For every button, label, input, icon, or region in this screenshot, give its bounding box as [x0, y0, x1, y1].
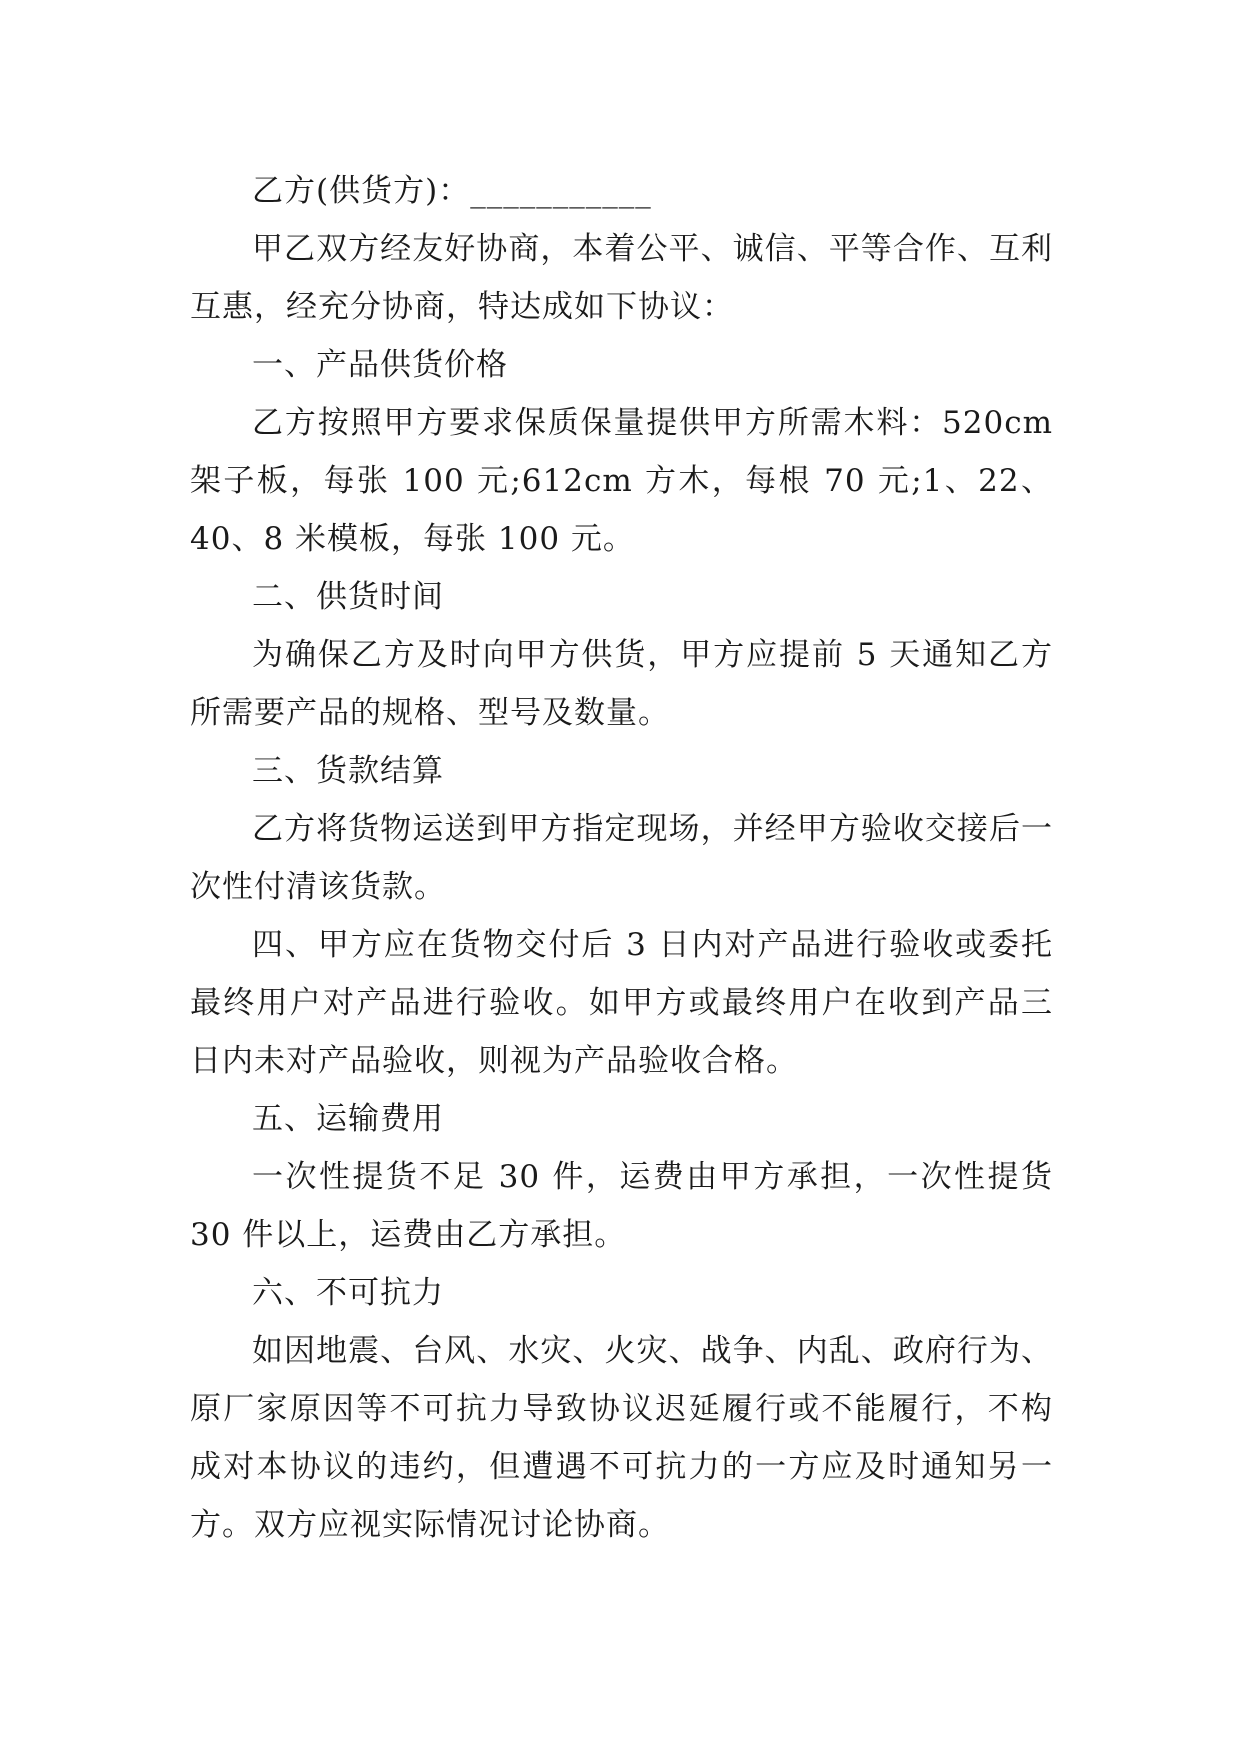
inspection-paragraph: 四、甲方应在货物交付后 3 日内对产品进行验收或委托最终用户对产品进行验收。如甲方或最终用户在收到产品三日内未对产品验收，则视为产品验收合格。 [190, 927, 1053, 1079]
section-heading-transport: 五、运输费用 [252, 1101, 444, 1137]
price-paragraph: 乙方按照甲方要求保质保量提供甲方所需木料：520cm 架子板，每张 100 元;612cm 方木，每根 70 元;1、22、40、8 米模板，每张 100 元。 [190, 405, 1053, 557]
section-heading-delivery-time: 二、供货时间 [252, 579, 444, 615]
section-heading-price: 一、产品供货价格 [252, 347, 508, 383]
delivery-time-paragraph: 为确保乙方及时向甲方供货，甲方应提前 5 天通知乙方所需要产品的规格、型号及数量。 [190, 637, 1053, 731]
contract-body [190, 162, 1053, 1554]
payment-paragraph: 乙方将货物运送到甲方指定现场，并经甲方验收交接后一次性付清该货款。 [190, 811, 1053, 905]
party-b-supplier-line: 乙方(供货方)：___________ [252, 173, 652, 209]
transport-paragraph: 一次性提货不足 30 件，运费由甲方承担，一次性提货 30 件以上，运费由乙方承担。 [190, 1159, 1053, 1253]
section-heading-force-majeure: 六、不可抗力 [252, 1275, 444, 1311]
intro-paragraph: 甲乙双方经友好协商，本着公平、诚信、平等合作、互利互惠，经充分协商，特达成如下协议： [190, 231, 1053, 325]
force-majeure-paragraph: 如因地震、台风、水灾、火灾、战争、内乱、政府行为、原厂家原因等不可抗力导致协议迟延履行或不能履行，不构成对本协议的违约，但遭遇不可抗力的一方应及时通知另一方。双方应视实际情况讨论协商。 [190, 1333, 1053, 1543]
section-heading-payment: 三、货款结算 [252, 753, 444, 789]
